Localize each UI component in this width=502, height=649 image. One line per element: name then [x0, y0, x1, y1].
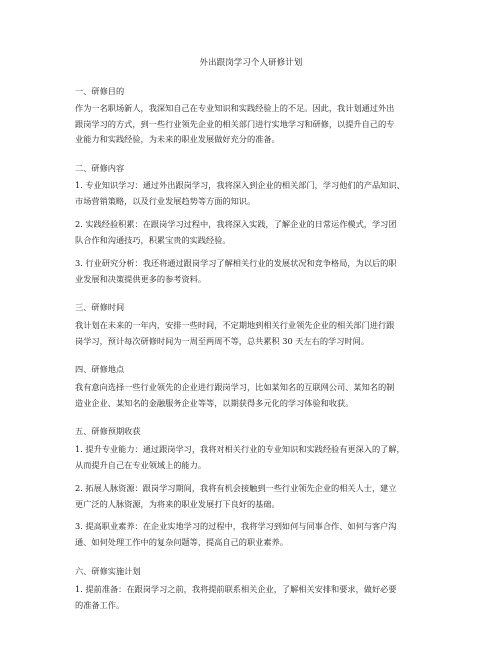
section-heading: 六、研修实施计划 [75, 566, 141, 576]
paragraph-line: 岗学习，预计每次研修时间为一周至两周不等，总共累积 30 天左右的学习时间。 [75, 335, 369, 346]
paragraph-line: 1. 提升专业能力：通过跟岗学习，我将对相关行业的专业知识和实践经验有更深入的了解， [75, 444, 405, 454]
paragraph-line: 跟岗学习的方式，到一些行业领先企业的相关部门进行实地学习和研修，以提升自己的专 [75, 118, 395, 129]
paragraph [75, 217, 435, 248]
paragraph [75, 582, 435, 613]
paragraph-line: 3. 提高职业素养：在企业实地学习的过程中，我将学习到如何与同事合作、如何与客户沟 [75, 521, 397, 531]
paragraph [75, 380, 435, 411]
paragraph-line: 队合作和沟通技巧，积累宝贵的实践经验。 [75, 234, 231, 245]
section-heading: 一、研修目的 [75, 86, 125, 96]
paragraph [75, 318, 435, 349]
paragraph-line: 1. 提前准备：在跟岗学习之前，我将提前联系相关企业，了解相关安排和要求，做好必要 [75, 584, 397, 594]
section-heading: 三、研修时间 [75, 302, 125, 312]
paragraph-line: 业能力和实践经验，为未来的职业发展做好充分的准备。 [75, 134, 280, 144]
paragraph-line: 我有意向选择一些行业领先的企业进行跟岗学习，比如某知名的互联网公司、某知名的制 [75, 382, 395, 392]
section-heading: 五、研修预期收获 [75, 426, 141, 436]
paragraph [75, 178, 435, 209]
paragraph-line: 的准备工作。 [75, 599, 125, 610]
paragraph-line: 2. 拓展人脉资源：跟岗学习期间，我将有机会接触到一些行业领先企业的相关人士，建立 [75, 483, 397, 493]
paragraph-line: 作为一名职场新人，我深知自己在专业知识和实践经验上的不足。因此，我计划通过外出 [75, 103, 395, 113]
paragraph [75, 481, 435, 512]
paragraph [75, 256, 435, 287]
paragraph-line: 市场营销策略，以及行业发展趋势等方面的知识。 [75, 195, 256, 206]
section-heading: 二、研修内容 [75, 163, 125, 173]
document-title: 外出跟岗学习个人研修计划 [199, 57, 303, 67]
paragraph-line: 2. 实践经验积累：在跟岗学习过程中，我将深入实践，了解企业的日常运作模式，学习团 [75, 219, 397, 229]
paragraph [75, 442, 435, 473]
paragraph-line: 更广泛的人脉资源，为将来的职业发展打下良好的基础。 [75, 498, 280, 509]
paragraph-line: 1. 专业知识学习：通过外出跟岗学习，我将深入到企业的相关部门，学习他们的产品知识、 [75, 180, 405, 190]
paragraph-line: 我计划在未来的一年内，安排一些时间，不定期地到相关行业领先企业的相关部门进行跟 [75, 320, 395, 330]
paragraph-line: 3. 行业研究分析：我还将通过跟岗学习了解相关行业的发展状况和竞争格局，为以后的职 [75, 258, 397, 268]
paragraph [75, 101, 435, 148]
paragraph-line: 造业企业、某知名的金融服务企业等等，以期获得多元化的学习体验和收获。 [75, 397, 354, 408]
paragraph-line: 业发展和决策提供更多的参考资料。 [75, 273, 207, 284]
paragraph [75, 519, 435, 550]
paragraph-line: 通、如何处理工作中的复杂问题等，提高自己的职业素养。 [75, 536, 288, 547]
section-heading: 四、研修地点 [75, 364, 125, 374]
paragraph-line: 从而提升自己在专业领域上的能力。 [75, 459, 207, 470]
